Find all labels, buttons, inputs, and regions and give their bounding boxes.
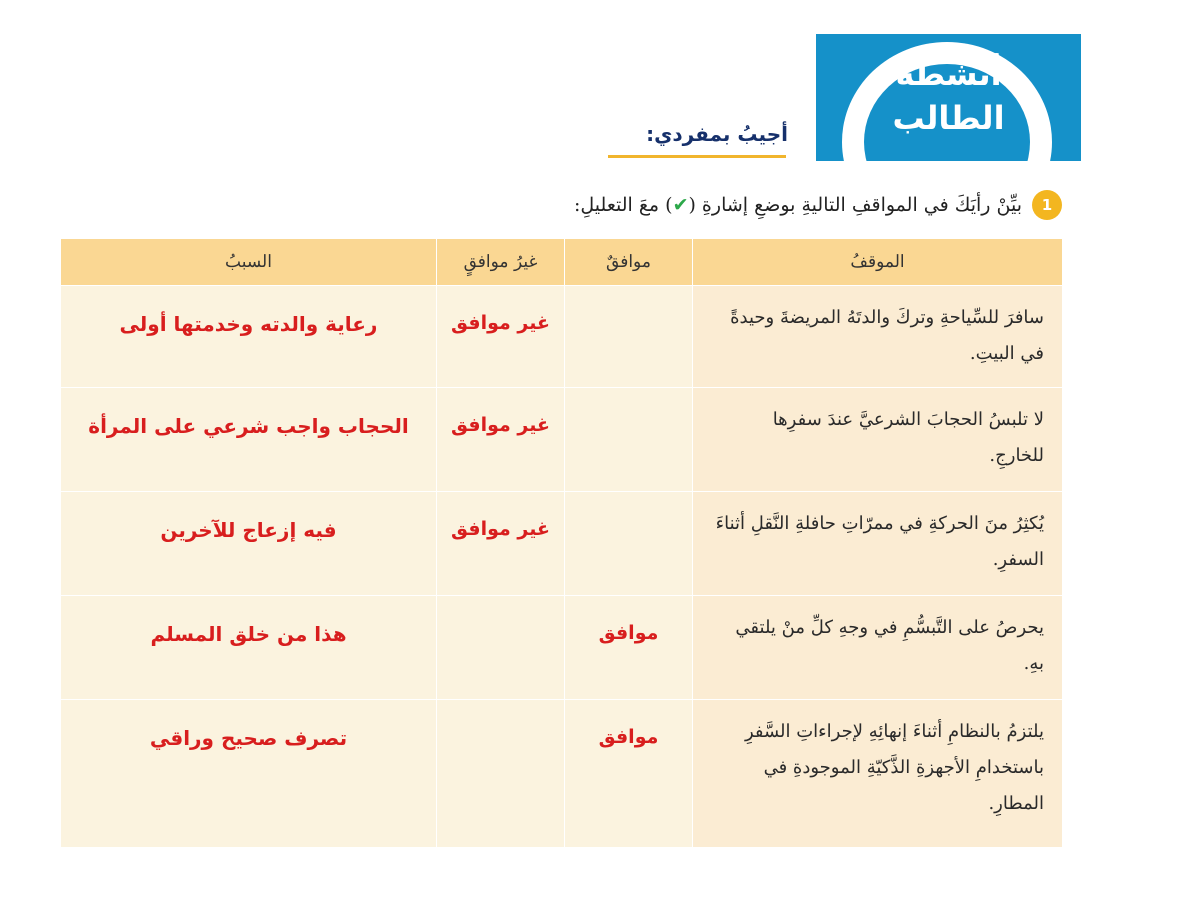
situation-cell	[693, 492, 1063, 596]
reason-cell[interactable]	[61, 286, 437, 388]
situation-cell	[693, 286, 1063, 388]
situation-cell	[693, 596, 1063, 700]
disagree-cell[interactable]	[437, 388, 565, 492]
section-subheading: أجيبُ بمفردي:	[646, 122, 788, 146]
agree-answer: موافق	[598, 726, 659, 748]
situation-text: يُكثِرُ منَ الحركةِ في ممرّاتِ حافلةِ النَّقلِ أثناءَ السفرِ.	[715, 513, 1044, 570]
question-text-after: ) معَ التعليلِ:	[574, 194, 673, 216]
reason-answer: هذا من خلق المسلم	[150, 622, 347, 646]
agree-answer	[565, 388, 692, 414]
agree-cell[interactable]	[565, 700, 693, 848]
reason-cell[interactable]	[61, 596, 437, 700]
disagree-cell[interactable]	[437, 596, 565, 700]
situation-text: يحرصُ على التَّبسُّمِ في وجهِ كلِّ منْ يلتقي بهِ.	[735, 617, 1044, 674]
question-number-badge: 1	[1032, 190, 1062, 220]
student-activities-badge	[816, 34, 1081, 161]
reason-cell[interactable]	[61, 492, 437, 596]
badge-title-line1: أنشطة	[895, 55, 1002, 93]
situation-text: لا تلبسُ الحجابَ الشرعيَّ عندَ سفرِها للخارجِ.	[772, 409, 1044, 466]
reason-answer: رعاية والدته وخدمتها أولى	[119, 312, 378, 336]
situation-text: يلتزمُ بالنظامِ أثناءَ إنهائِهِ لإجراءاتِ السَّفرِ باستخدامِ الأجهزةِ الذَّكيّةِ الموجودةِ في المطارِ.	[744, 721, 1044, 814]
badge-title-line2: الطالب	[892, 99, 1005, 137]
disagree-cell[interactable]	[437, 286, 565, 388]
situation-text: سافرَ للسِّياحةِ وتركَ والدتَهُ المريضةَ وحيدةً في البيتِ.	[730, 307, 1044, 364]
subheading-underline	[608, 155, 786, 158]
badge-title	[816, 52, 1081, 140]
reason-answer: تصرف صحيح وراقي	[149, 726, 348, 750]
question-text	[574, 194, 1022, 216]
disagree-answer	[437, 596, 564, 622]
opinion-table-container	[60, 238, 1062, 848]
disagree-answer: غير موافق	[451, 312, 550, 334]
situation-cell	[693, 700, 1063, 848]
agree-cell[interactable]	[565, 286, 693, 388]
opinion-table	[60, 238, 1063, 848]
table-row	[61, 492, 1063, 596]
question-instruction	[574, 190, 1062, 220]
disagree-answer: غير موافق	[451, 414, 550, 436]
agree-cell[interactable]	[565, 596, 693, 700]
reason-answer: فيه إزعاج للآخرين	[160, 518, 337, 542]
disagree-cell[interactable]	[437, 700, 565, 848]
agree-cell[interactable]	[565, 388, 693, 492]
reason-cell[interactable]	[61, 388, 437, 492]
reason-cell[interactable]	[61, 700, 437, 848]
agree-answer: موافق	[598, 622, 659, 644]
header-agree: موافقٌ	[565, 239, 693, 286]
header-situation: الموقفُ	[693, 239, 1063, 286]
table-row	[61, 286, 1063, 388]
agree-cell[interactable]	[565, 492, 693, 596]
reason-answer: الحجاب واجب شرعي على المرأة	[88, 414, 409, 438]
agree-answer	[565, 286, 692, 312]
header-reason: السببُ	[61, 239, 437, 286]
disagree-cell[interactable]	[437, 492, 565, 596]
checkmark-icon: ✔	[672, 194, 689, 216]
table-header-row	[61, 239, 1063, 286]
question-text-before: بيِّنْ رأيَكَ في المواقفِ التاليةِ بوضعِ إشارةِ (	[688, 194, 1022, 216]
table-row	[61, 388, 1063, 492]
header-disagree: غيرُ موافقٍ	[437, 239, 565, 286]
disagree-answer: غير موافق	[451, 518, 550, 540]
situation-cell	[693, 388, 1063, 492]
agree-answer	[565, 492, 692, 518]
table-row	[61, 596, 1063, 700]
table-row	[61, 700, 1063, 848]
disagree-answer	[437, 700, 564, 726]
